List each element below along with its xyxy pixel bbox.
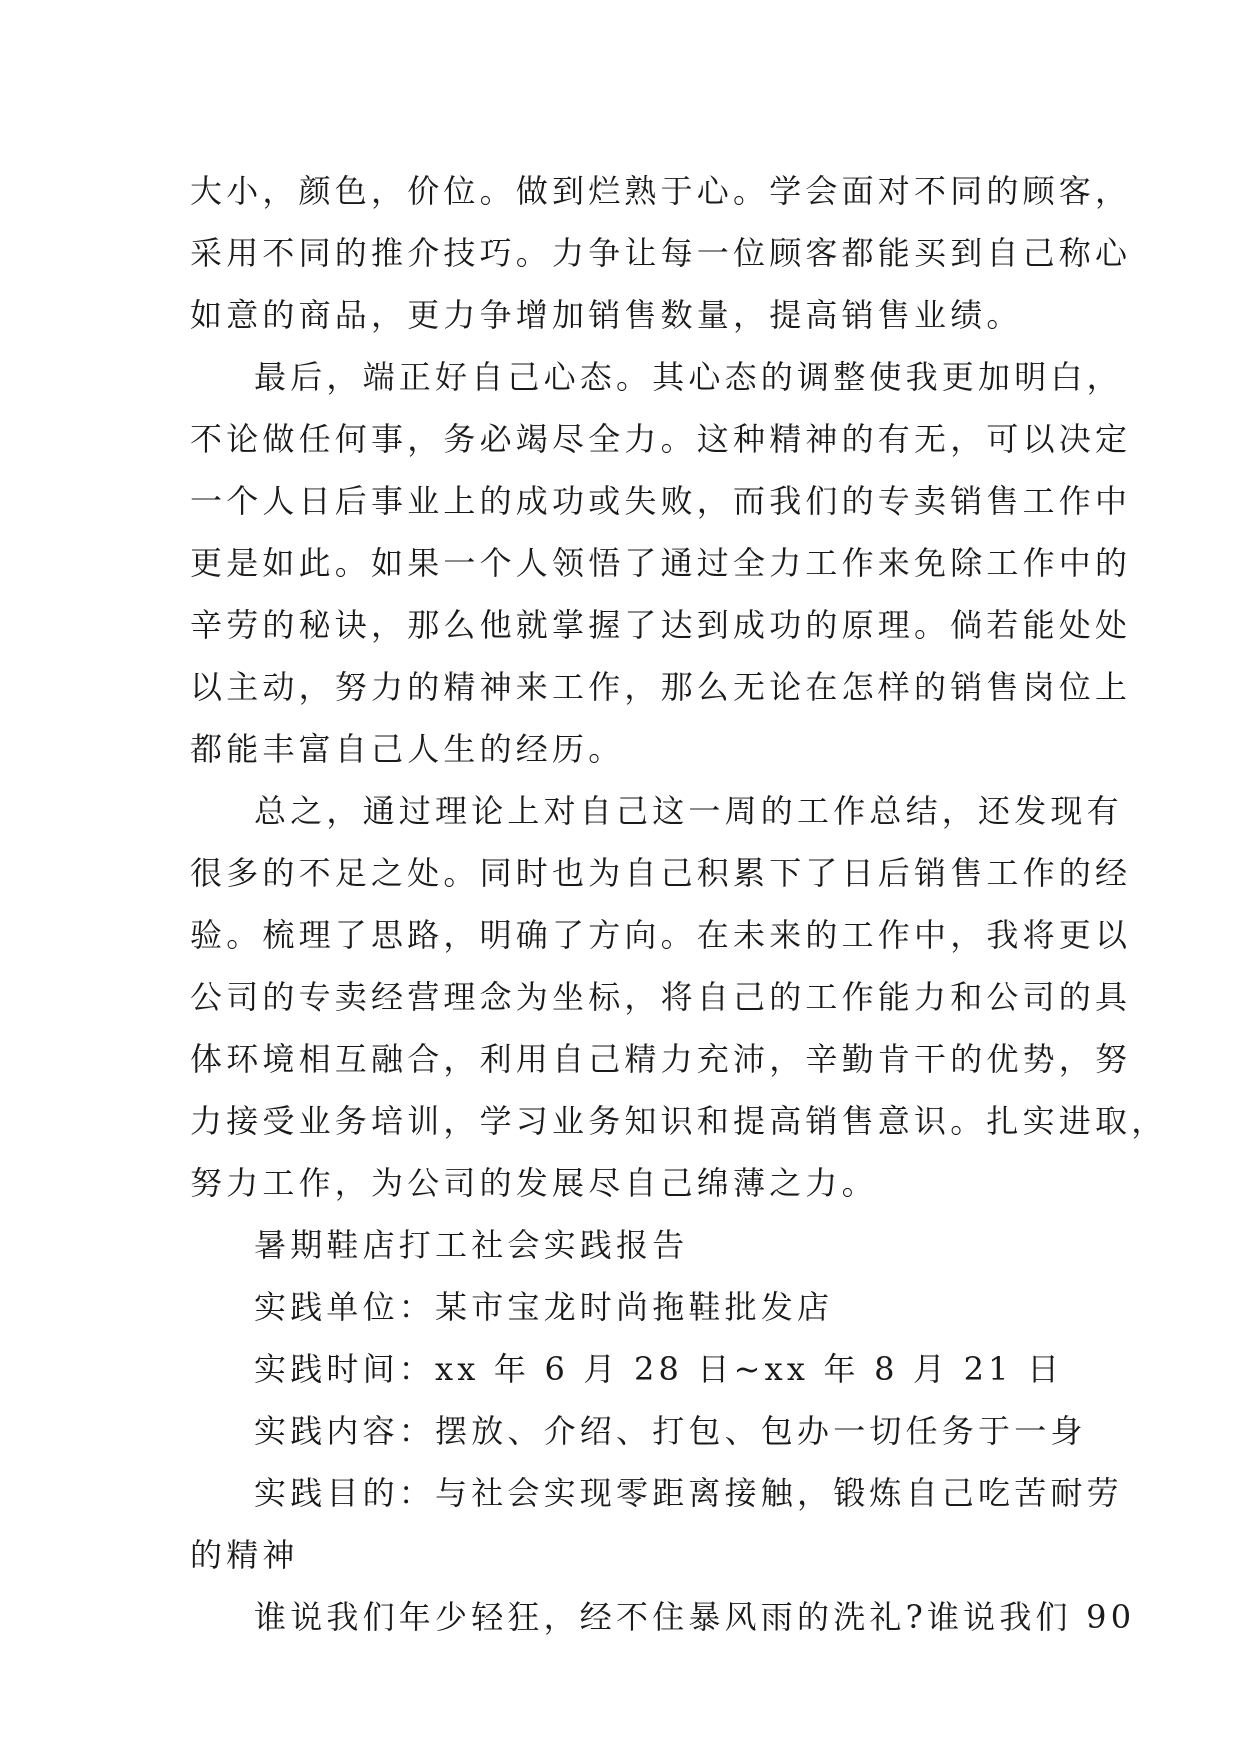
text-line: 不论做任何事，务必竭尽全力。这种精神的有无，可以决定 bbox=[190, 420, 1132, 458]
text-line: 采用不同的推介技巧。力争让每一位顾客都能买到自己称心 bbox=[190, 234, 1132, 272]
text-line: 大小，颜色，价位。做到烂熟于心。学会面对不同的顾客， bbox=[190, 172, 1132, 210]
text-line: 更是如此。如果一个人领悟了通过全力工作来免除工作中的 bbox=[190, 544, 1132, 582]
text-line: 很多的不足之处。同时也为自己积累下了日后销售工作的经 bbox=[190, 854, 1132, 892]
paragraph-first-line: 总之，通过理论上对自己这一周的工作总结，还发现有 bbox=[254, 792, 1123, 830]
paragraph-first-line: 谁说我们年少轻狂，经不住暴风雨的洗礼?谁说我们 90 bbox=[254, 1598, 1136, 1636]
practice-unit: 实践单位：某市宝龙时尚拖鞋批发店 bbox=[254, 1288, 834, 1326]
practice-purpose: 实践目的：与社会实现零距离接触，锻炼自己吃苦耐劳 bbox=[254, 1474, 1123, 1512]
report-title: 暑期鞋店打工社会实践报告 bbox=[254, 1226, 689, 1264]
text-line: 验。梳理了思路，明确了方向。在未来的工作中，我将更以 bbox=[190, 916, 1132, 954]
text-line: 公司的专卖经营理念为坐标，将自己的工作能力和公司的具 bbox=[190, 978, 1132, 1016]
paragraph-first-line: 最后，端正好自己心态。其心态的调整使我更加明白， bbox=[254, 358, 1123, 396]
practice-time: 实践时间：xx 年 6 月 28 日~xx 年 8 月 21 日 bbox=[254, 1350, 1064, 1388]
text-line: 辛劳的秘诀，那么他就掌握了达到成功的原理。倘若能处处 bbox=[190, 606, 1132, 644]
text-line: 力接受业务培训，学习业务知识和提高销售意识。扎实进取， bbox=[190, 1102, 1168, 1140]
text-line: 努力工作，为公司的发展尽自己绵薄之力。 bbox=[190, 1164, 878, 1202]
body-text bbox=[190, 160, 1168, 1648]
text-line: 如意的商品，更力争增加销售数量，提高销售业绩。 bbox=[190, 296, 1023, 334]
text-line: 体环境相互融合，利用自己精力充沛，辛勤肯干的优势，努 bbox=[190, 1040, 1132, 1078]
practice-content: 实践内容：摆放、介绍、打包、包办一切任务于一身 bbox=[254, 1412, 1087, 1450]
text-line: 以主动，努力的精神来工作，那么无论在怎样的销售岗位上 bbox=[190, 668, 1132, 706]
text-line: 的精神 bbox=[190, 1536, 299, 1574]
text-line: 都能丰富自己人生的经历。 bbox=[190, 730, 625, 768]
text-line: 一个人日后事业上的成功或失败，而我们的专卖销售工作中 bbox=[190, 482, 1132, 520]
